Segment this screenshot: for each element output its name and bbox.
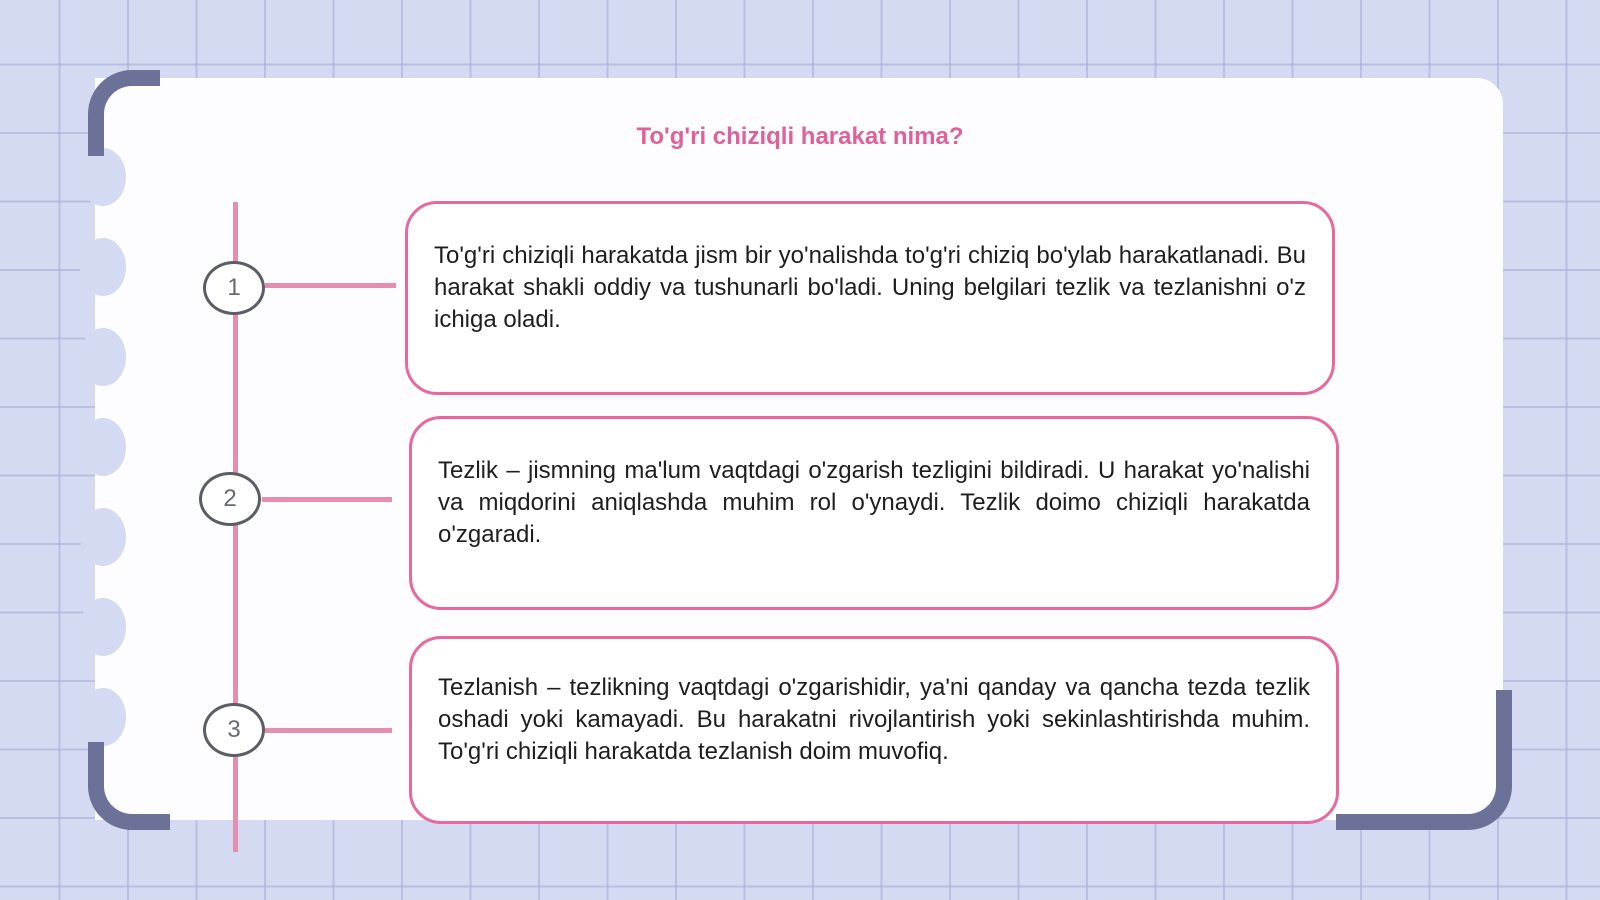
frame-corner-bottom-left — [88, 742, 170, 830]
paper-notch — [80, 508, 126, 566]
timeline-connector-1 — [265, 283, 396, 288]
paper-notch — [80, 688, 126, 746]
paper-notch — [80, 418, 126, 476]
timeline-marker-3 — [203, 703, 265, 757]
slide-title: To'g'ri chiziqli harakat nima? — [636, 123, 964, 150]
paper-notch — [80, 148, 126, 206]
timeline-marker-2 — [199, 472, 261, 526]
paper-notch — [80, 598, 126, 656]
timeline-card-3 — [409, 636, 1339, 824]
card-text: To'g'ri chiziqli harakatda jism bir yo'nalishda to'g'ri chiziq bo'ylab harakatlanadi. Bu harakat shakli oddiy va tushunarli bo'ladi. Uning belgilari tezlik va tezlanishni o'z ichiga oladi. — [434, 242, 1306, 333]
marker-number: 2 — [223, 485, 237, 512]
frame-corner-bottom-right — [1336, 690, 1512, 830]
timeline-connector-3 — [265, 728, 392, 733]
card-text: Tezlik – jismning ma'lum vaqtdagi o'zgarish tezligini bildiradi. U harakat yo'nalishi va miqdorini aniqlashda muhim rol o'ynaydi. Tezlik doimo chiziqli harakatda o'zgaradi. — [438, 457, 1310, 548]
card-text: Tezlanish – tezlikning vaqtdagi o'zgarishidir, ya'ni qanday va qancha tezda tezlik oshadi yoki kamayadi. Bu harakatni rivojlantirish yoki sekinlashtirishda muhim. To'g'ri chiziqli harakatda tezlanish doim muvofiq. — [438, 674, 1310, 765]
timeline-connector-2 — [262, 497, 392, 502]
marker-number: 1 — [227, 274, 241, 301]
paper-notch — [80, 238, 126, 296]
paper-notch — [80, 328, 126, 386]
timeline-marker-1 — [203, 261, 265, 315]
timeline-card-1 — [405, 201, 1335, 395]
marker-number: 3 — [227, 716, 241, 743]
timeline-card-2 — [409, 416, 1339, 610]
